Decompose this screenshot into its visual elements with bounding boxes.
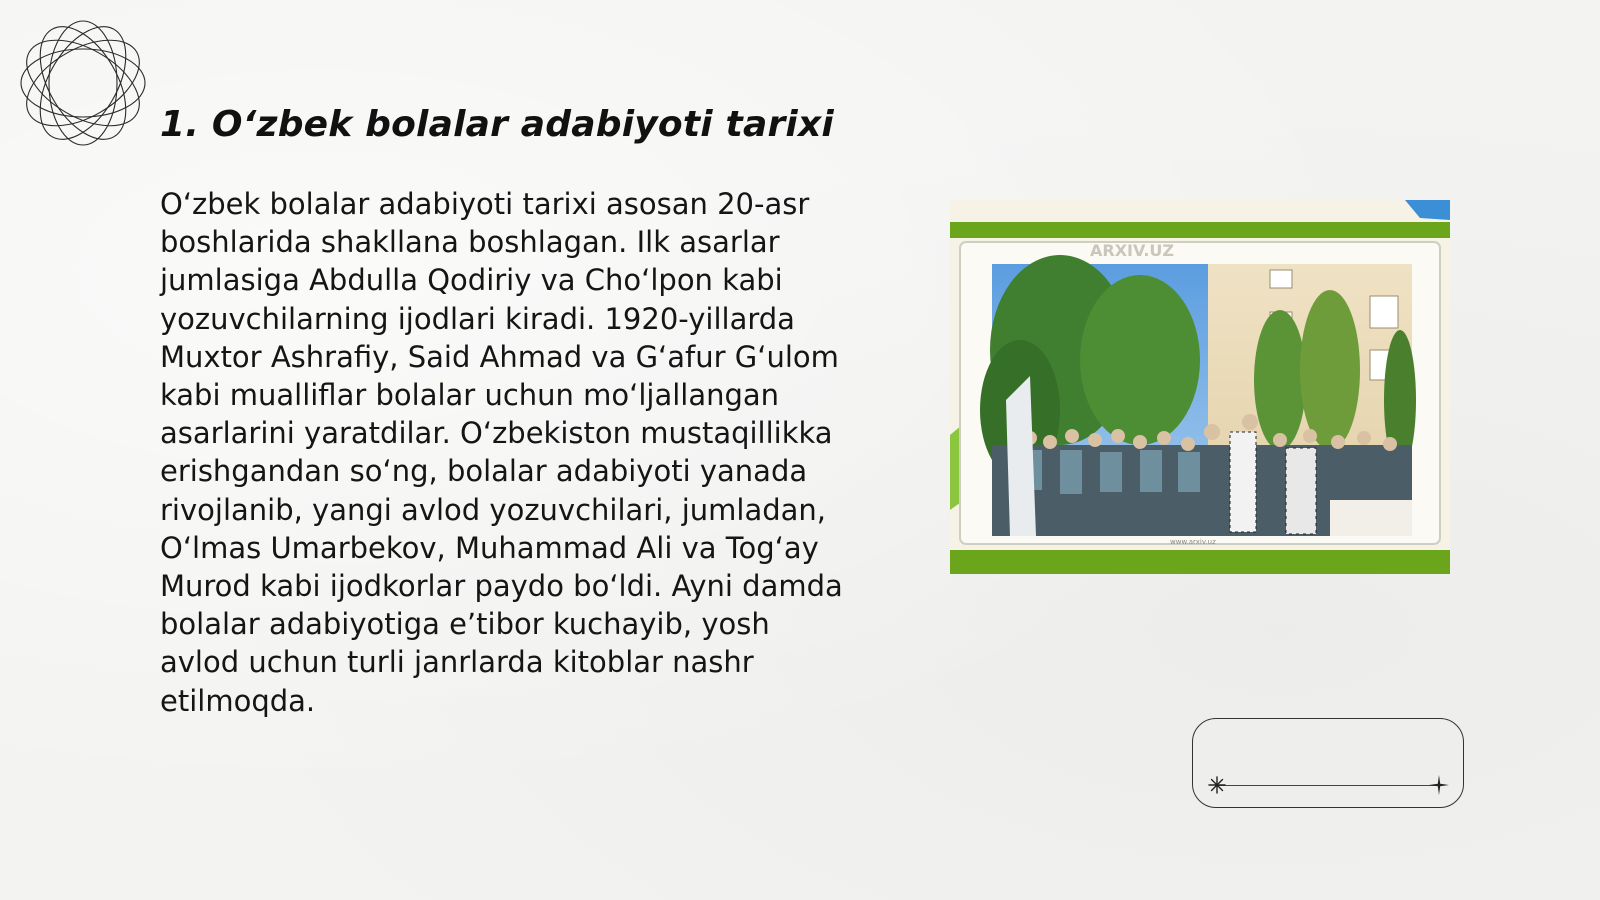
photo-watermark: ARXIV.UZ (1090, 241, 1174, 260)
body-paragraph: O‘zbek bolalar adabiyoti tarixi asosan 20-asr boshlarida shakllana boshlagan. Ilk asarlar jumlasiga Abdulla Qodiriy va Cho‘lpon kabi yozuvchilarning ijodlari kiradi. 1920-yillarda Muxtor Ashrafiy, Said Ahmad va G‘afur G‘ulom kabi mualliflar bolalar uchun mo‘ljallangan asarlarini yaratdilar. O‘zbekiston mustaqillikka erishgandan so‘ng, bolalar adabiyoti yanada rivojlanib, yangi avlod yozuvchilari, jumladan, O‘lmas Umarbekov, Muhammad Ali va Tog‘ay Murod kabi ijodkorlar paydo bo‘ldi. Ayni damda bolalar adabiyotiga e’tibor kuchayib, yosh avlod uchun turli janrlarda kitoblar nashr etilmoqda. (160, 187, 843, 718)
caption-box (1192, 718, 1464, 808)
caption-divider (1215, 785, 1439, 786)
four-point-star-icon (1429, 775, 1449, 795)
photo-content (980, 255, 1416, 536)
orbit-rings-icon (10, 10, 156, 156)
sparkle-star-icon (1207, 775, 1227, 795)
svg-text:www.arxiv.uz: www.arxiv.uz (1170, 538, 1216, 546)
slide-title: 1. O‘zbek bolalar adabiyoti tarixi (160, 104, 834, 145)
school-event-photo (950, 200, 1450, 574)
